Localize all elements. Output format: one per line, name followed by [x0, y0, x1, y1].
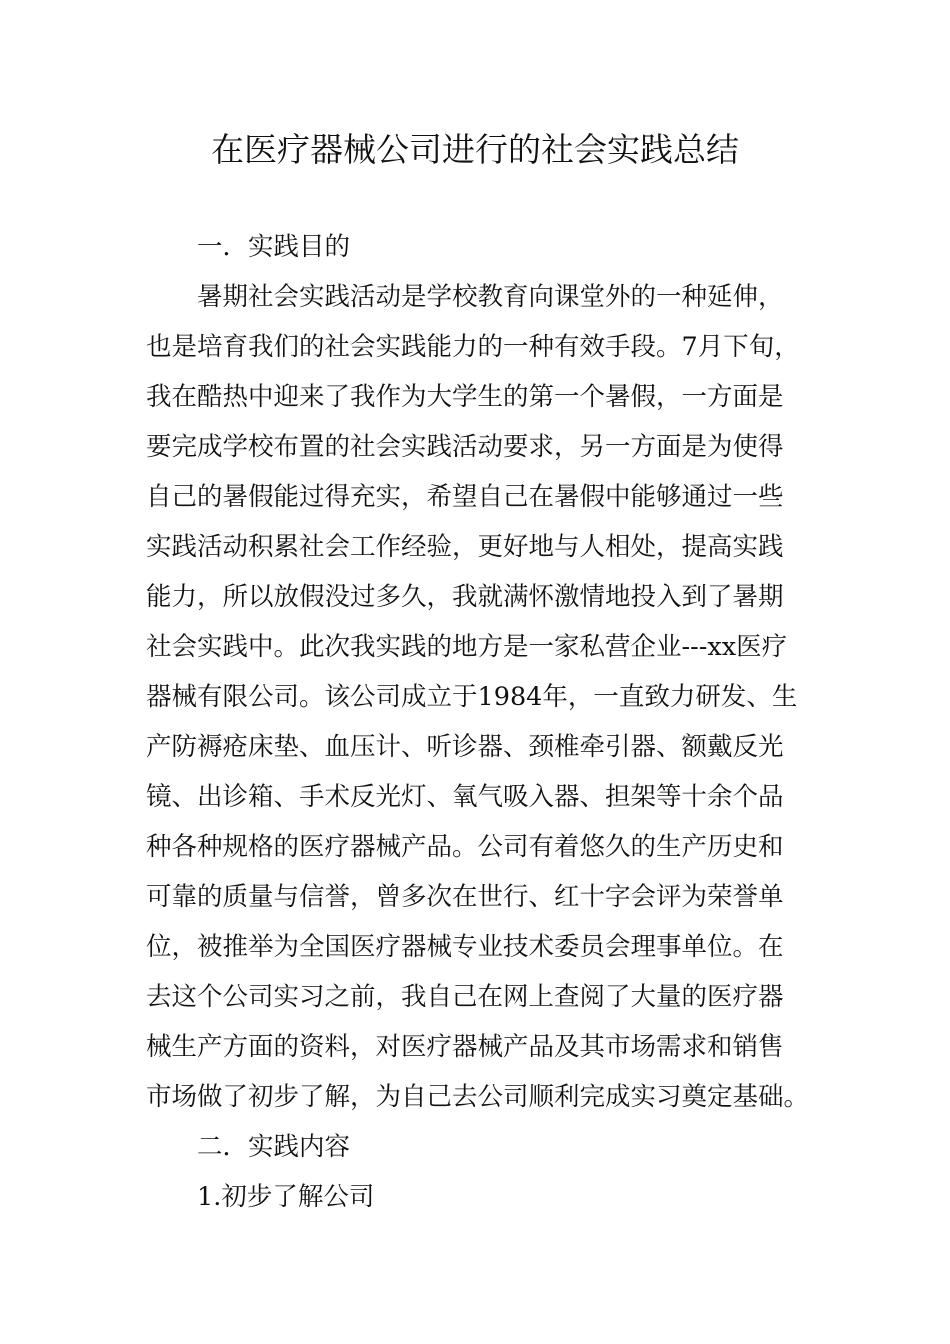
document-title: 在医疗器械公司进行的社会实践总结: [211, 130, 739, 169]
paragraph-line: 社会实践中。此次我实践的地方是一家私营企业---xx医疗: [146, 632, 788, 662]
paragraph-line: 要完成学校布置的社会实践活动要求，另一方面是为使得: [146, 432, 784, 462]
section-heading-purpose: 一．实践目的: [197, 232, 351, 262]
section-heading-content: 二．实践内容: [197, 1132, 351, 1162]
paragraph-line: 去这个公司实习之前，我自己在网上查阅了大量的医疗器: [146, 982, 784, 1012]
paragraph-line: 市场做了初步了解，为自己去公司顺利完成实习奠定基础。: [146, 1082, 810, 1112]
subsection-heading: 1.初步了解公司: [197, 1182, 375, 1212]
paragraph-line: 械生产方面的资料，对医疗器械产品及其市场需求和销售: [146, 1032, 784, 1062]
paragraph-line: 位，被推举为全国医疗器械专业技术委员会理事单位。在: [146, 932, 784, 962]
paragraph-line: 器械有限公司。该公司成立于1984年，一直致力研发、生: [146, 682, 798, 712]
paragraph-line: 暑期社会实践活动是学校教育向课堂外的一种延伸，: [197, 282, 784, 312]
paragraph-line: 我在酷热中迎来了我作为大学生的第一个暑假，一方面是: [146, 382, 784, 412]
paragraph-line: 能力，所以放假没过多久，我就满怀激情地投入到了暑期: [146, 582, 784, 612]
paragraph-line: 镜、出诊箱、手术反光灯、氧气吸入器、担架等十余个品: [146, 782, 784, 812]
paragraph-line: 自己的暑假能过得充实，希望自己在暑假中能够通过一些: [146, 482, 784, 512]
paragraph-line: 种各种规格的医疗器械产品。公司有着悠久的生产历史和: [146, 832, 784, 862]
paragraph-line: 产防褥疮床垫、血压计、听诊器、颈椎牵引器、额戴反光: [146, 732, 784, 762]
paragraph-line: 也是培育我们的社会实践能力的一种有效手段。7月下旬，: [146, 332, 800, 362]
paragraph-line: 可靠的质量与信誉，曾多次在世行、红十字会评为荣誉单: [146, 882, 784, 912]
paragraph-line: 实践活动积累社会工作经验，更好地与人相处，提高实践: [146, 532, 784, 562]
